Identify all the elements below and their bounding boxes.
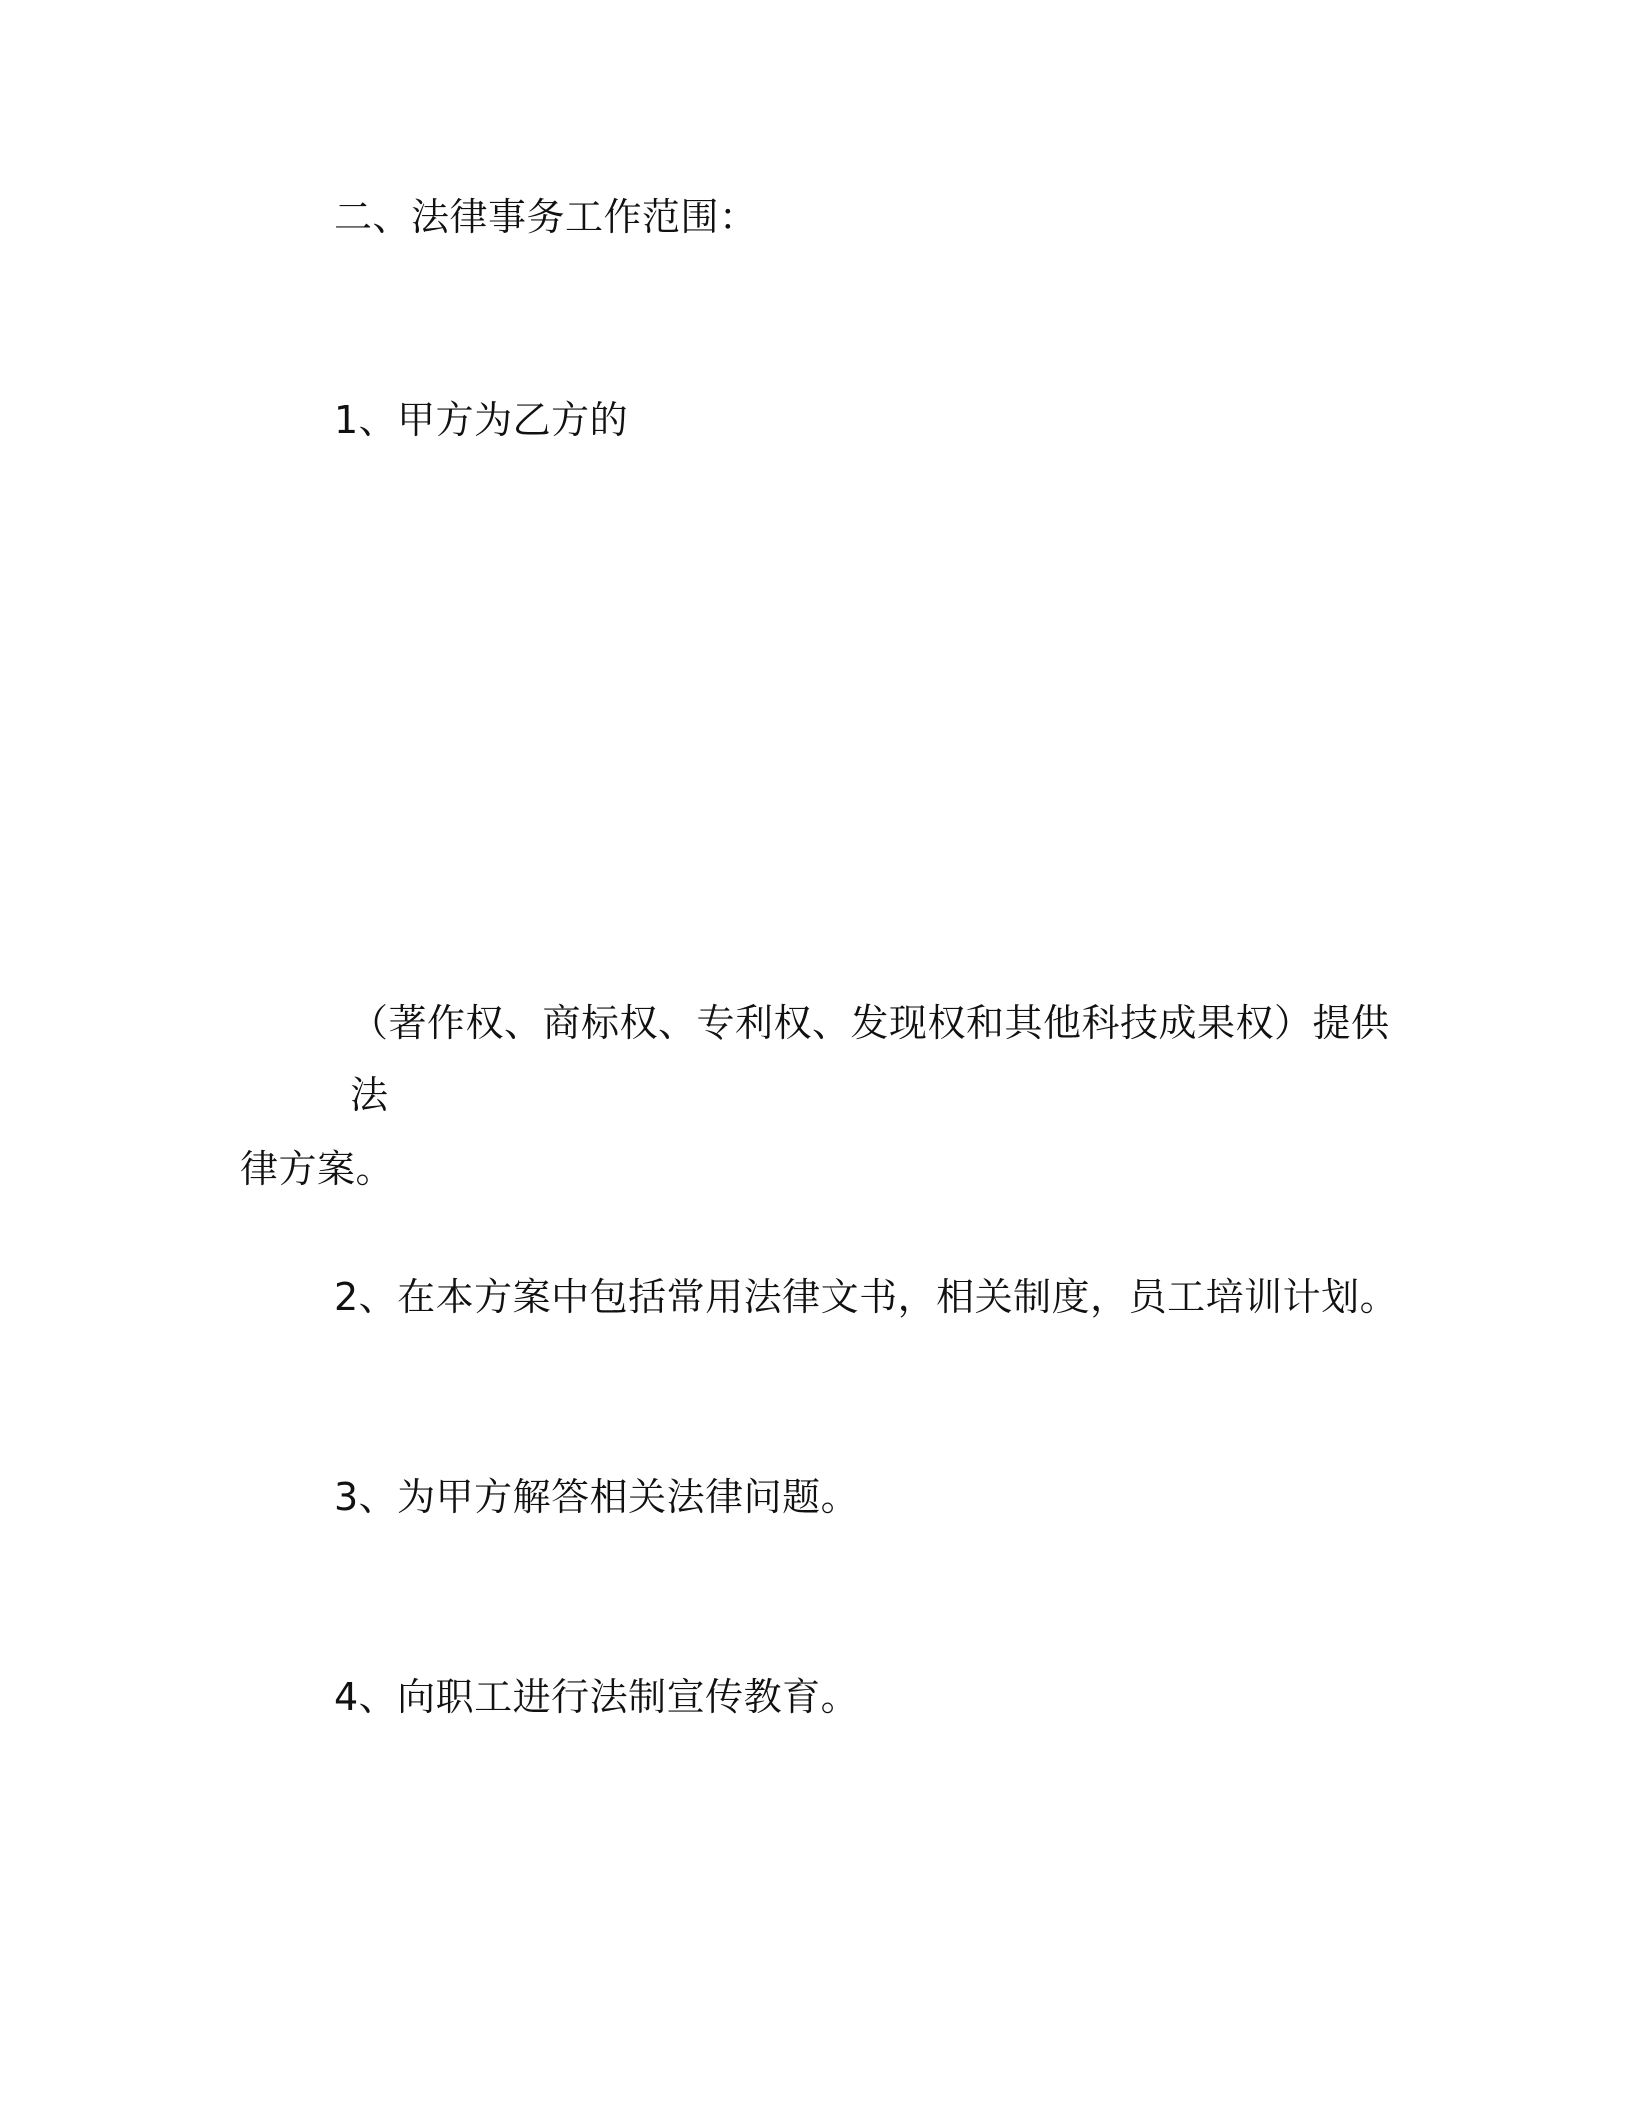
list-item-3: 3、为甲方解答相关法律问题。: [334, 1475, 860, 1519]
list-item-1: 1、甲方为乙方的: [334, 398, 629, 442]
ip-paragraph-line-1: （著作权、商标权、专利权、发现权和其他科技成果权）提供法: [350, 1001, 1390, 1117]
ip-paragraph: [240, 987, 1410, 1205]
section-heading: 二、法律事务工作范围：: [334, 195, 758, 239]
list-item-4: 4、向职工进行法制宣传教育。: [334, 1675, 860, 1719]
list-item-2: 2、在本方案中包括常用法律文书，相关制度，员工培训计划。: [334, 1275, 1399, 1319]
ip-paragraph-line-2: 律方案。: [240, 1147, 395, 1191]
